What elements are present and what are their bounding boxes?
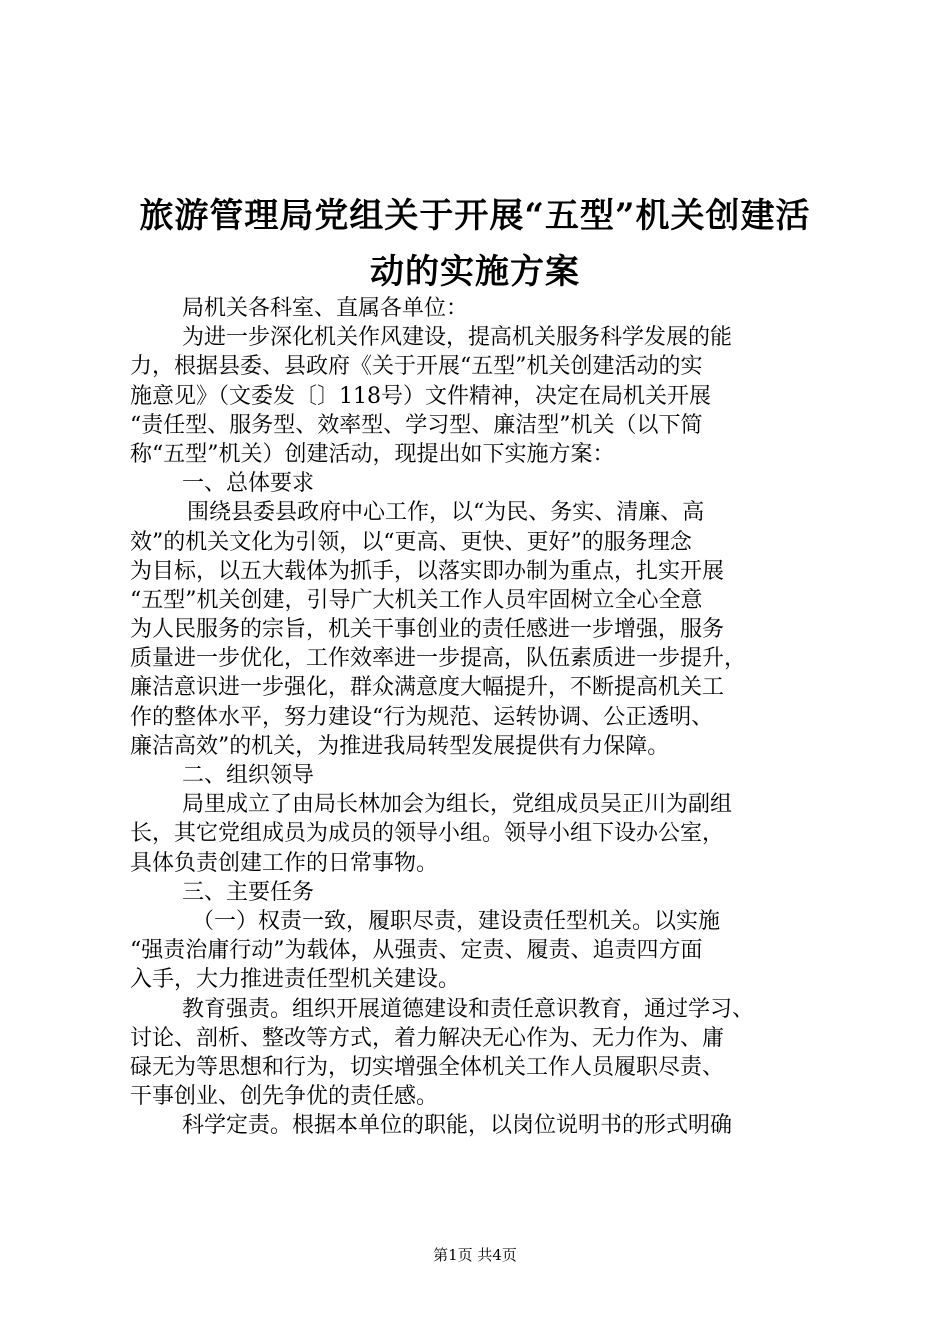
paragraph-line: “责任型、服务型、效率型、学习型、廉洁型”机关（以下简 xyxy=(130,412,703,438)
document-title-line-1: 旅游管理局党组关于开展“五型”机关创建活 xyxy=(139,196,811,236)
salutation: 局机关各科室、直属各单位： xyxy=(182,296,469,321)
paragraph-line: 作的整体水平，努力建设“行为规范、运转协调、公正透明、 xyxy=(130,704,714,730)
paragraph-line: 科学定责。根据本单位的职能，以岗位说明书的形式明确 xyxy=(182,1113,733,1139)
section-heading: 三、主要任务 xyxy=(182,879,315,905)
paragraph-line: “强责治庸行动”为载体，从强责、定责、履责、追责四方面 xyxy=(130,938,703,964)
paragraph-line: 讨论、剖析、整改等方式，着力解决无心作为、无力作为、庸 xyxy=(130,1025,725,1051)
paragraph-line: 为人民服务的宗旨，机关干事创业的责任感进一步增强，服务 xyxy=(130,617,725,643)
paragraph-line: 质量进一步优化，工作效率进一步提高，队伍素质进一步提升， xyxy=(130,646,747,672)
section-heading: 一、总体要求 xyxy=(182,471,315,497)
paragraph-line: 长，其它党组成员为成员的领导小组。领导小组下设办公室， xyxy=(130,821,725,847)
paragraph-line: 具体负责创建工作的日常事物。 xyxy=(130,850,439,876)
paragraph-line: 入手，大力推进责任型机关建设。 xyxy=(130,967,461,993)
page-footer: 第1页 共4页 xyxy=(433,1246,517,1264)
paragraph-line: 为目标，以五大载体为抓手，以落实即办制为重点，扎实开展 xyxy=(130,558,725,584)
document-title-line-2: 动的实施方案 xyxy=(370,252,580,292)
paragraph-line: （一）权责一致，履职尽责，建设责任型机关。以实施 xyxy=(192,908,721,934)
paragraph-line: 施意见》（文委发〔〕118号）文件精神，决定在局机关开展 xyxy=(130,383,711,409)
paragraph-line: 称“五型”机关）创建活动，现提出如下实施方案： xyxy=(130,441,615,467)
paragraph-line: 碌无为等思想和行为，切实增强全体机关工作人员履职尽责、 xyxy=(130,1054,725,1080)
paragraph-line: 局里成立了由局长林加会为组长，党组成员吴正川为副组 xyxy=(182,792,733,818)
paragraph-line: 效”的机关文化为引领，以“更高、更快、更好”的服务理念 xyxy=(130,529,692,555)
paragraph-line: 力，根据县委、县政府《关于开展“五型”机关创建活动的实 xyxy=(130,354,703,380)
paragraph-line: 为进一步深化机关作风建设，提高机关服务科学发展的能 xyxy=(182,325,733,351)
paragraph-line: 廉洁意识进一步强化，群众满意度大幅提升，不断提高机关工 xyxy=(130,675,725,701)
section-heading: 二、组织领导 xyxy=(182,763,315,788)
document-body xyxy=(130,294,830,1140)
paragraph-line: 教育强责。组织开展道德建设和责任意识教育，通过学习、 xyxy=(182,996,755,1022)
paragraph-line: 围绕县委县政府中心工作，以“为民、务实、清廉、高 xyxy=(187,500,705,526)
paragraph-line: 廉洁高效”的机关，为推进我局转型发展提供有力保障。 xyxy=(130,733,670,759)
paragraph-line: 干事创业、创先争优的责任感。 xyxy=(130,1084,439,1110)
paragraph-line: “五型”机关创建，引导广大机关工作人员牢固树立全心全意 xyxy=(130,587,703,613)
